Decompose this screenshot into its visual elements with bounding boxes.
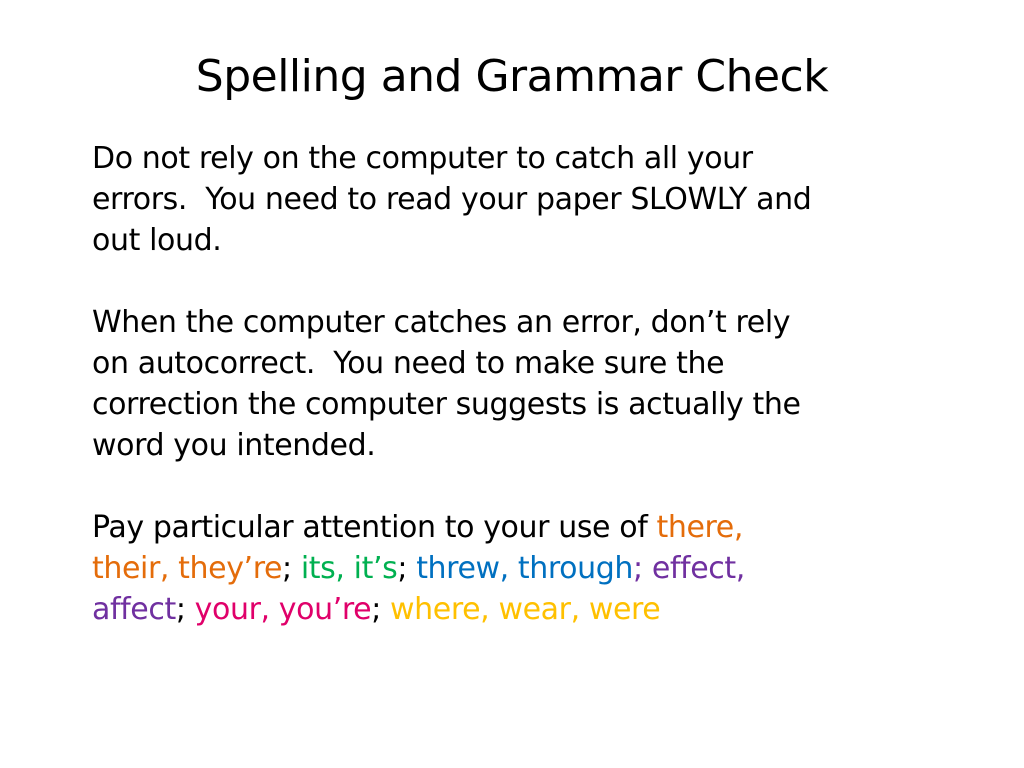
para2-line4: word you intended.: [92, 428, 376, 463]
para2-line3: correction the computer suggests is actually the: [92, 387, 801, 422]
word-group-there-a: there,: [656, 510, 744, 545]
separator: ;: [371, 592, 391, 627]
paragraph-autocorrect: [92, 302, 962, 466]
word-group-your: your, you’re: [194, 592, 372, 627]
word-group-effect-b: affect: [92, 592, 176, 627]
para1-line2: errors. You need to read your paper SLOWLY and: [92, 182, 812, 217]
para2-line1: When the computer catches an error, don’t rely: [92, 305, 791, 340]
para1-line1: Do not rely on the computer to catch all your: [92, 141, 753, 176]
word-group-there-b: their, they’re: [92, 551, 283, 586]
word-group-threw: threw, through: [416, 551, 633, 586]
paragraph-rely-on-computer: [92, 138, 962, 261]
word-group-its: its, it’s: [300, 551, 398, 586]
slide-body: [92, 138, 962, 671]
separator: ;: [282, 551, 301, 586]
para2-line2: on autocorrect. You need to make sure the: [92, 346, 725, 381]
word-group-effect-a: ; effect,: [632, 551, 745, 586]
para1-line3: out loud.: [92, 223, 222, 258]
paragraph-word-pairs: [92, 507, 962, 630]
para3-intro: Pay particular attention to your use of: [92, 510, 657, 545]
separator: ;: [397, 551, 417, 586]
separator: ;: [175, 592, 195, 627]
slide-title: Spelling and Grammar Check: [195, 51, 829, 102]
word-group-where: where, wear, were: [390, 592, 661, 627]
